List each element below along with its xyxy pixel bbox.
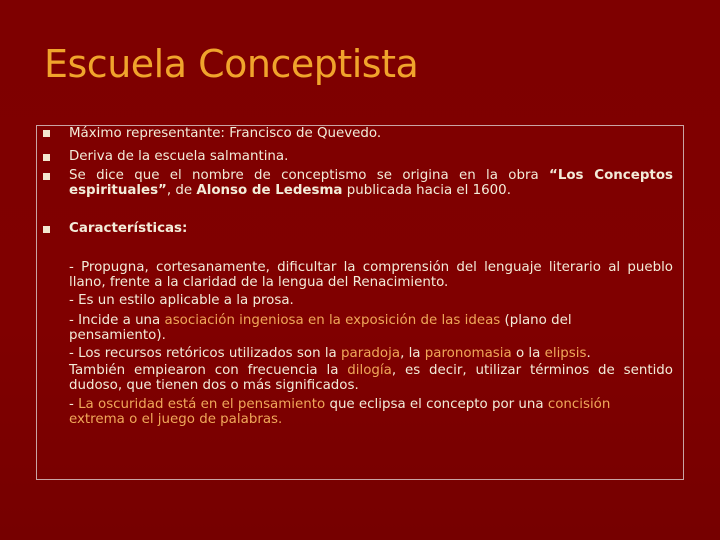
text-segment: o la xyxy=(511,346,545,361)
bullet-item-name-origin-line1 xyxy=(69,168,673,184)
text-segment: que eclipsa el concepto por una xyxy=(325,397,548,412)
characteristics-heading xyxy=(69,221,673,237)
highlighted-text: La oscuridad está en el pensamiento xyxy=(78,397,326,412)
bullet-marker xyxy=(43,173,50,180)
bold-text: espirituales” xyxy=(69,183,167,198)
bold-text: “Los Conceptos xyxy=(549,168,673,183)
text-segment: Se dice que el nombre de conceptismo se origina en la obra xyxy=(69,168,550,183)
text-segment: - Incide a una xyxy=(69,313,165,328)
text-segment: . xyxy=(586,346,591,361)
bullet-marker xyxy=(43,130,50,137)
characteristic-line: pensamiento). xyxy=(69,328,166,343)
highlighted-text: elipsis xyxy=(544,346,587,361)
text-segment: , de xyxy=(166,183,197,198)
characteristic-line xyxy=(69,346,673,362)
characteristic-line: - Propugna, cortesanamente, dificultar la comprensión del lenguaje literario al pueblo xyxy=(69,260,673,275)
bullet-marker xyxy=(43,154,50,161)
characteristic-line: extrema o el juego de palabras. xyxy=(69,412,283,427)
characteristic-line: llano, frente a la claridad de la lengua del Renacimiento. xyxy=(69,275,449,290)
text-segment: - Los recursos retóricos utilizados son la xyxy=(69,346,342,361)
text-segment: , es decir, utilizar términos de sentido xyxy=(391,363,673,378)
bullet-item-representative: Máximo representante: Francisco de Quevedo. xyxy=(69,126,382,141)
slide-title: Escuela Conceptista xyxy=(44,42,419,86)
characteristic-line xyxy=(69,363,673,379)
text-segment: - xyxy=(69,397,79,412)
highlighted-text: paradoja xyxy=(341,346,401,361)
bullet-marker xyxy=(43,226,50,233)
characteristic-line: dudoso, que tienen dos o más significados. xyxy=(69,378,359,393)
bullet-item-name-origin-line2 xyxy=(69,183,673,199)
highlighted-text: paronomasia xyxy=(424,346,512,361)
bold-text: Alonso de Ledesma xyxy=(196,183,343,198)
bullet-item-origin-school: Deriva de la escuela salmantina. xyxy=(69,149,289,164)
highlighted-text: dilogía xyxy=(347,363,392,378)
characteristic-line xyxy=(69,397,673,413)
text-segment: (plano del xyxy=(500,313,572,328)
text-segment: publicada hacia el 1600. xyxy=(342,183,511,198)
bold-text: Características: xyxy=(69,221,188,236)
characteristic-line xyxy=(69,313,673,329)
text-segment: , la xyxy=(400,346,425,361)
highlighted-text: asociación ingeniosa en la exposición de las ideas xyxy=(164,313,501,328)
text-segment: También empiearon con frecuencia la xyxy=(69,363,348,378)
highlighted-text: concisión xyxy=(547,397,611,412)
characteristic-line: - Es un estilo aplicable a la prosa. xyxy=(69,293,294,308)
